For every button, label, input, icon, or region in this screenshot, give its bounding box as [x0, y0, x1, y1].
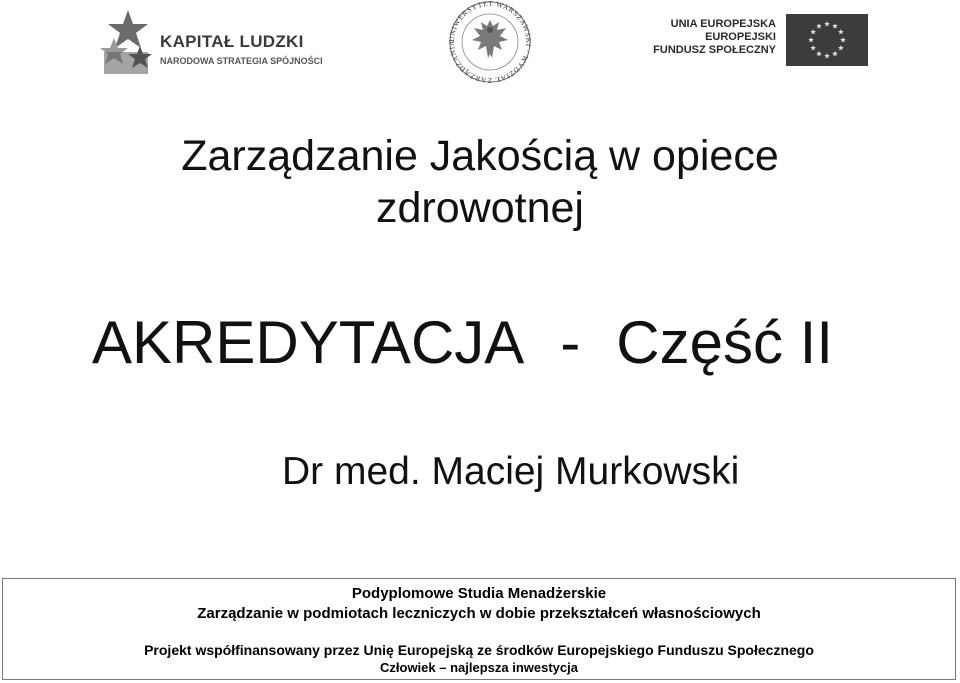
- footer-line1: Podyplomowe Studia Menadżerskie: [351, 585, 607, 602]
- slide-title-line2: zdrowotnej: [376, 184, 584, 232]
- eu-text-line3: FUNDUSZ SPOŁECZNY: [653, 44, 776, 56]
- eu-logo: [653, 14, 868, 68]
- kapital-ludzki-logo: [100, 8, 330, 78]
- footer-line3: Projekt współfinansowany przez Unię Europejską ze środków Europejskiego Funduszu Społecznego: [144, 642, 814, 658]
- star-icon: [100, 8, 158, 78]
- slide-title: [0, 130, 960, 234]
- author-name: Dr med. Maciej Murkowski: [282, 450, 740, 493]
- footer-line4: Człowiek – najlepsza inwestycja: [380, 660, 578, 675]
- university-seal: [444, 0, 536, 84]
- eu-flag-icon: [786, 14, 868, 66]
- kapital-ludzki-title: KAPITAŁ LUDZKI: [160, 32, 304, 51]
- eu-text-line2: EUROPEJSKI: [705, 31, 776, 43]
- subtitle-dash: -: [560, 309, 581, 376]
- eagle-seal-icon: [444, 0, 536, 84]
- footer-line2: Zarządzanie w podmiotach leczniczych w dobie przekształceń własnościowych: [197, 605, 761, 622]
- seal-ring-text: UNIWERSYTET WARSZAWSKI · WYDZIAŁ ZARZĄDZANIA: [446, 0, 534, 84]
- footer-box: [2, 578, 956, 680]
- akredytacja-text: AKREDYTACJA: [92, 309, 525, 376]
- eu-text-line1: UNIA EUROPEJSKA: [670, 18, 776, 30]
- slide-subtitle: [92, 308, 833, 378]
- slide-title-line1: Zarządzanie Jakością w opiece: [181, 132, 779, 180]
- kapital-ludzki-subtitle: NARODOWA STRATEGIA SPÓJNOŚCI: [160, 56, 323, 66]
- logo-bar: [0, 0, 960, 90]
- part-text: Część II: [616, 309, 834, 376]
